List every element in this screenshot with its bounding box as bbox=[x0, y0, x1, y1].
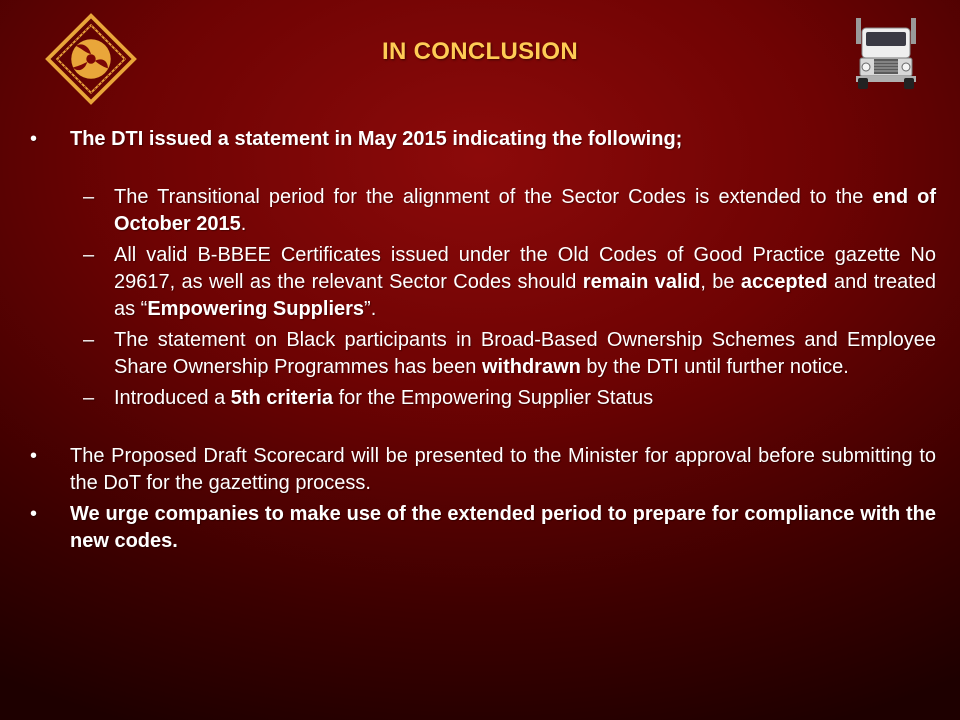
sub-item-text: All valid B-BBEE Certificates issued under the Old Codes of Good Practice gazette No 29617, as well as the relevant Sector Codes should remain valid, be accepted and treated as “Empowering Suppliers”. bbox=[114, 244, 937, 320]
bullet-marker: • bbox=[30, 445, 38, 467]
bullet-item bbox=[30, 443, 936, 497]
dash-marker: – bbox=[83, 244, 95, 266]
bullet-marker: • bbox=[30, 128, 38, 150]
sub-item-text: The statement on Black participants in Broad-Based Ownership Schemes and Employee Share Ownership Programmes has been withdrawn by the DTI until further notice. bbox=[114, 329, 936, 378]
sub-item-text: Introduced a 5th criteria for the Empowering Supplier Status bbox=[114, 387, 654, 409]
bullet-marker: • bbox=[30, 503, 38, 525]
sub-item bbox=[30, 385, 936, 412]
bullet-item bbox=[30, 501, 936, 555]
dash-marker: – bbox=[83, 186, 95, 208]
bullet-text: The DTI issued a statement in May 2015 indicating the following; bbox=[70, 128, 683, 150]
bullet-text: The Proposed Draft Scorecard will be presented to the Minister for approval before submitting to the DoT for the gazetting process. bbox=[70, 445, 936, 494]
slide-content bbox=[30, 126, 936, 555]
bullet-text: We urge companies to make use of the extended period to prepare for compliance with the new codes. bbox=[70, 503, 936, 552]
dash-marker: – bbox=[83, 329, 95, 351]
sub-item bbox=[30, 242, 936, 323]
sub-item bbox=[30, 327, 936, 381]
sub-item bbox=[30, 184, 936, 238]
bullet-item bbox=[30, 126, 936, 153]
dash-marker: – bbox=[83, 387, 95, 409]
slide-title: IN CONCLUSION bbox=[382, 38, 578, 65]
sub-item-text: The Transitional period for the alignment of the Sector Codes is extended to the end of October 2015. bbox=[114, 186, 936, 235]
